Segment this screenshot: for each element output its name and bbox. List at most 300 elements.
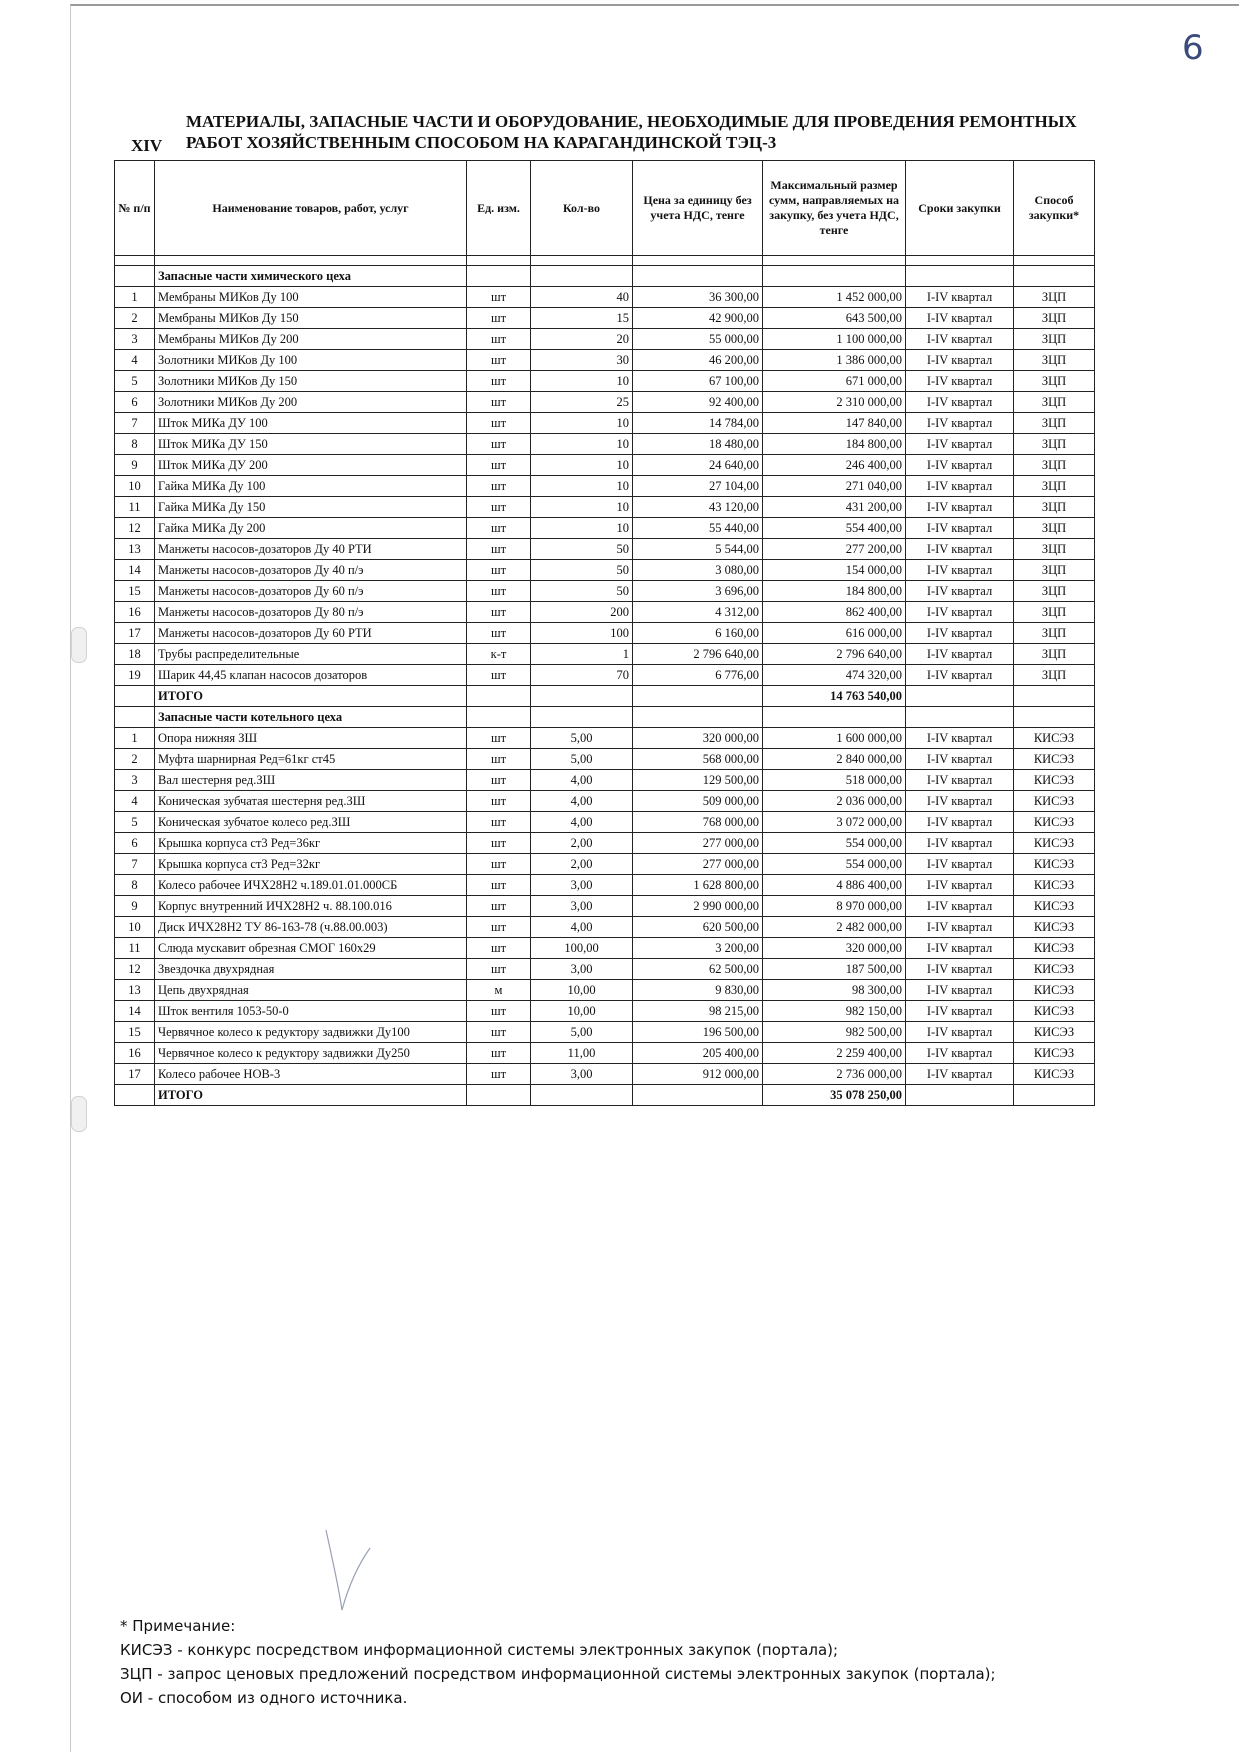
item-name: Колесо рабочее ИЧХ28Н2 ч.189.01.01.000СБ bbox=[155, 875, 467, 896]
item-name: Диск ИЧХ28Н2 ТУ 86-163-78 (ч.88.00.003) bbox=[155, 917, 467, 938]
item-max-sum: 1 452 000,00 bbox=[763, 287, 906, 308]
item-max-sum: 4 886 400,00 bbox=[763, 875, 906, 896]
section-total-row bbox=[115, 686, 1095, 707]
item-unit: шт bbox=[467, 665, 531, 686]
item-unit: шт bbox=[467, 854, 531, 875]
table-row bbox=[115, 1043, 1095, 1064]
item-term: I-IV квартал bbox=[906, 602, 1014, 623]
item-unit: шт bbox=[467, 896, 531, 917]
item-term: I-IV квартал bbox=[906, 1043, 1014, 1064]
total-sum: 35 078 250,00 bbox=[763, 1085, 906, 1106]
row-number: 3 bbox=[115, 329, 155, 350]
row-number: 6 bbox=[115, 833, 155, 854]
item-price: 277 000,00 bbox=[633, 854, 763, 875]
row-number: 2 bbox=[115, 308, 155, 329]
item-price: 42 900,00 bbox=[633, 308, 763, 329]
item-price: 320 000,00 bbox=[633, 728, 763, 749]
section-total-row bbox=[115, 1085, 1095, 1106]
item-price: 277 000,00 bbox=[633, 833, 763, 854]
item-price: 46 200,00 bbox=[633, 350, 763, 371]
section-title-row bbox=[115, 707, 1095, 728]
item-name: Манжеты насосов-дозаторов Ду 60 п/э bbox=[155, 581, 467, 602]
header-num: № п/п bbox=[115, 161, 155, 256]
table-row bbox=[115, 980, 1095, 1001]
item-price: 55 440,00 bbox=[633, 518, 763, 539]
table-cell bbox=[763, 266, 906, 287]
item-term: I-IV квартал bbox=[906, 1001, 1014, 1022]
item-price: 4 312,00 bbox=[633, 602, 763, 623]
item-unit: шт bbox=[467, 749, 531, 770]
row-number: 15 bbox=[115, 1022, 155, 1043]
table-cell bbox=[1014, 1085, 1095, 1106]
table-row bbox=[115, 518, 1095, 539]
procurement-table bbox=[114, 160, 1095, 1106]
item-max-sum: 643 500,00 bbox=[763, 308, 906, 329]
item-max-sum: 2 310 000,00 bbox=[763, 392, 906, 413]
table-row bbox=[115, 665, 1095, 686]
header-terms: Сроки закупки bbox=[906, 161, 1014, 256]
item-term: I-IV квартал bbox=[906, 1064, 1014, 1085]
item-method: КИСЭЗ bbox=[1014, 896, 1095, 917]
item-max-sum: 184 800,00 bbox=[763, 581, 906, 602]
item-term: I-IV квартал bbox=[906, 896, 1014, 917]
item-qty: 20 bbox=[531, 329, 633, 350]
item-qty: 3,00 bbox=[531, 959, 633, 980]
item-name: Крышка корпуса ст3 Ред=32кг bbox=[155, 854, 467, 875]
item-max-sum: 320 000,00 bbox=[763, 938, 906, 959]
item-max-sum: 982 500,00 bbox=[763, 1022, 906, 1043]
item-term: I-IV квартал bbox=[906, 749, 1014, 770]
footnote-line: КИСЭЗ - конкурс посредством информационной системы электронных закупок (портала); bbox=[120, 1641, 839, 1659]
item-qty: 10 bbox=[531, 455, 633, 476]
header-method: Способ закупки* bbox=[1014, 161, 1095, 256]
item-unit: шт bbox=[467, 875, 531, 896]
item-name: Гайка МИКа Ду 100 bbox=[155, 476, 467, 497]
header-qty: Кол-во bbox=[531, 161, 633, 256]
item-method: КИСЭЗ bbox=[1014, 980, 1095, 1001]
item-qty: 4,00 bbox=[531, 812, 633, 833]
item-qty: 2,00 bbox=[531, 854, 633, 875]
item-unit: шт bbox=[467, 1064, 531, 1085]
row-number: 11 bbox=[115, 497, 155, 518]
item-term: I-IV квартал bbox=[906, 980, 1014, 1001]
item-name: Золотники МИКов Ду 100 bbox=[155, 350, 467, 371]
item-method: ЗЦП bbox=[1014, 350, 1095, 371]
table-row bbox=[115, 644, 1095, 665]
row-number: 7 bbox=[115, 854, 155, 875]
item-unit: шт bbox=[467, 392, 531, 413]
item-term: I-IV квартал bbox=[906, 371, 1014, 392]
table-cell bbox=[1014, 266, 1095, 287]
item-qty: 4,00 bbox=[531, 917, 633, 938]
table-row bbox=[115, 812, 1095, 833]
row-number: 1 bbox=[115, 728, 155, 749]
table-row bbox=[115, 371, 1095, 392]
item-max-sum: 862 400,00 bbox=[763, 602, 906, 623]
item-name: Трубы распределительные bbox=[155, 644, 467, 665]
item-name: Манжеты насосов-дозаторов Ду 80 п/э bbox=[155, 602, 467, 623]
row-number: 13 bbox=[115, 980, 155, 1001]
item-price: 2 990 000,00 bbox=[633, 896, 763, 917]
item-method: ЗЦП bbox=[1014, 308, 1095, 329]
item-method: КИСЭЗ bbox=[1014, 812, 1095, 833]
item-method: КИСЭЗ bbox=[1014, 917, 1095, 938]
item-unit: шт bbox=[467, 539, 531, 560]
item-term: I-IV квартал bbox=[906, 350, 1014, 371]
item-name: Слюда мускавит обрезная СМОГ 160х29 bbox=[155, 938, 467, 959]
table-cell bbox=[467, 686, 531, 707]
item-max-sum: 554 000,00 bbox=[763, 833, 906, 854]
table-cell bbox=[115, 266, 155, 287]
item-method: ЗЦП bbox=[1014, 287, 1095, 308]
item-unit: шт bbox=[467, 287, 531, 308]
table-cell bbox=[531, 1085, 633, 1106]
row-number: 9 bbox=[115, 896, 155, 917]
item-method: КИСЭЗ bbox=[1014, 1043, 1095, 1064]
row-number: 3 bbox=[115, 770, 155, 791]
item-name: Гайка МИКа Ду 150 bbox=[155, 497, 467, 518]
row-number: 18 bbox=[115, 644, 155, 665]
row-number: 4 bbox=[115, 350, 155, 371]
item-qty: 2,00 bbox=[531, 833, 633, 854]
table-cell bbox=[115, 686, 155, 707]
table-row bbox=[115, 728, 1095, 749]
item-max-sum: 184 800,00 bbox=[763, 434, 906, 455]
item-unit: шт bbox=[467, 938, 531, 959]
row-number: 16 bbox=[115, 1043, 155, 1064]
table-cell bbox=[763, 707, 906, 728]
item-qty: 5,00 bbox=[531, 749, 633, 770]
item-qty: 3,00 bbox=[531, 896, 633, 917]
item-unit: шт bbox=[467, 791, 531, 812]
item-unit: шт bbox=[467, 476, 531, 497]
table-cell bbox=[906, 266, 1014, 287]
item-qty: 10 bbox=[531, 434, 633, 455]
item-method: КИСЭЗ bbox=[1014, 791, 1095, 812]
item-term: I-IV квартал bbox=[906, 413, 1014, 434]
row-number: 8 bbox=[115, 875, 155, 896]
item-name: Шток вентиля 1053-50-0 bbox=[155, 1001, 467, 1022]
item-name: Коническая зубчатая шестерня ред.ЗШ bbox=[155, 791, 467, 812]
item-unit: шт bbox=[467, 329, 531, 350]
section-number: XIV bbox=[131, 136, 163, 155]
title-line-1: МАТЕРИАЛЫ, ЗАПАСНЫЕ ЧАСТИ И ОБОРУДОВАНИЕ, НЕОБХОДИМЫЕ ДЛЯ ПРОВЕДЕНИЯ РЕМОНТНЫХ bbox=[186, 112, 1077, 131]
item-qty: 30 bbox=[531, 350, 633, 371]
item-name: Манжеты насосов-дозаторов Ду 40 п/э bbox=[155, 560, 467, 581]
item-name: Крышка корпуса ст3 Ред=36кг bbox=[155, 833, 467, 854]
item-term: I-IV квартал bbox=[906, 560, 1014, 581]
item-price: 27 104,00 bbox=[633, 476, 763, 497]
table-row bbox=[115, 329, 1095, 350]
item-method: ЗЦП bbox=[1014, 455, 1095, 476]
table-row bbox=[115, 959, 1095, 980]
item-max-sum: 616 000,00 bbox=[763, 623, 906, 644]
item-term: I-IV квартал bbox=[906, 875, 1014, 896]
row-number: 1 bbox=[115, 287, 155, 308]
item-name: Шарик 44,45 клапан насосов дозаторов bbox=[155, 665, 467, 686]
row-number: 14 bbox=[115, 560, 155, 581]
item-max-sum: 2 259 400,00 bbox=[763, 1043, 906, 1064]
item-qty: 15 bbox=[531, 308, 633, 329]
item-qty: 40 bbox=[531, 287, 633, 308]
table-cell bbox=[633, 266, 763, 287]
table-cell bbox=[906, 707, 1014, 728]
item-name: Звездочка двухрядная bbox=[155, 959, 467, 980]
table-cell bbox=[633, 256, 763, 266]
item-price: 205 400,00 bbox=[633, 1043, 763, 1064]
item-name: Гайка МИКа Ду 200 bbox=[155, 518, 467, 539]
row-number: 9 bbox=[115, 455, 155, 476]
table-cell bbox=[115, 707, 155, 728]
item-name: Мембраны МИКов Ду 200 bbox=[155, 329, 467, 350]
item-term: I-IV квартал bbox=[906, 434, 1014, 455]
item-method: КИСЭЗ bbox=[1014, 938, 1095, 959]
item-name: Опора нижняя ЗШ bbox=[155, 728, 467, 749]
item-unit: шт bbox=[467, 917, 531, 938]
item-qty: 10,00 bbox=[531, 1001, 633, 1022]
item-price: 9 830,00 bbox=[633, 980, 763, 1001]
item-name: Муфта шарнирная Ред=61кг ст45 bbox=[155, 749, 467, 770]
item-max-sum: 1 386 000,00 bbox=[763, 350, 906, 371]
row-number: 15 bbox=[115, 581, 155, 602]
row-number: 10 bbox=[115, 917, 155, 938]
item-price: 1 628 800,00 bbox=[633, 875, 763, 896]
item-price: 129 500,00 bbox=[633, 770, 763, 791]
header-price: Цена за единицу без учета НДС, тенге bbox=[633, 161, 763, 256]
table-row bbox=[115, 497, 1095, 518]
item-price: 912 000,00 bbox=[633, 1064, 763, 1085]
item-max-sum: 554 000,00 bbox=[763, 854, 906, 875]
item-method: ЗЦП bbox=[1014, 329, 1095, 350]
item-max-sum: 147 840,00 bbox=[763, 413, 906, 434]
table-cell bbox=[115, 256, 155, 266]
item-term: I-IV квартал bbox=[906, 455, 1014, 476]
total-label: ИТОГО bbox=[155, 1085, 467, 1106]
table-cell bbox=[906, 256, 1014, 266]
item-term: I-IV квартал bbox=[906, 812, 1014, 833]
title-line-2: РАБОТ ХОЗЯЙСТВЕННЫМ СПОСОБОМ НА КАРАГАНДИНСКОЙ ТЭЦ-3 bbox=[186, 133, 777, 152]
item-unit: шт bbox=[467, 371, 531, 392]
item-term: I-IV квартал bbox=[906, 644, 1014, 665]
item-price: 92 400,00 bbox=[633, 392, 763, 413]
item-method: КИСЭЗ bbox=[1014, 1064, 1095, 1085]
row-number: 2 bbox=[115, 749, 155, 770]
row-number: 8 bbox=[115, 434, 155, 455]
table-cell bbox=[531, 256, 633, 266]
footnote bbox=[120, 1614, 1120, 1710]
header-unit: Ед. изм. bbox=[467, 161, 531, 256]
item-qty: 1 bbox=[531, 644, 633, 665]
item-method: ЗЦП bbox=[1014, 371, 1095, 392]
item-max-sum: 431 200,00 bbox=[763, 497, 906, 518]
table-cell bbox=[633, 686, 763, 707]
item-term: I-IV квартал bbox=[906, 770, 1014, 791]
table-cell bbox=[633, 707, 763, 728]
item-term: I-IV квартал bbox=[906, 959, 1014, 980]
row-number: 7 bbox=[115, 413, 155, 434]
item-term: I-IV квартал bbox=[906, 854, 1014, 875]
item-qty: 3,00 bbox=[531, 1064, 633, 1085]
footnote-line: ЗЦП - запрос ценовых предложений посредством информационной системы электронных закупок (портала); bbox=[120, 1665, 996, 1683]
item-term: I-IV квартал bbox=[906, 308, 1014, 329]
table-row bbox=[115, 287, 1095, 308]
item-max-sum: 982 150,00 bbox=[763, 1001, 906, 1022]
table-row bbox=[115, 602, 1095, 623]
item-name: Золотники МИКов Ду 150 bbox=[155, 371, 467, 392]
row-number: 16 bbox=[115, 602, 155, 623]
item-price: 55 000,00 bbox=[633, 329, 763, 350]
item-unit: шт bbox=[467, 812, 531, 833]
item-price: 3 200,00 bbox=[633, 938, 763, 959]
item-max-sum: 246 400,00 bbox=[763, 455, 906, 476]
item-unit: шт bbox=[467, 413, 531, 434]
table-row bbox=[115, 1001, 1095, 1022]
item-name: Манжеты насосов-дозаторов Ду 40 РТИ bbox=[155, 539, 467, 560]
item-unit: шт bbox=[467, 581, 531, 602]
item-qty: 100,00 bbox=[531, 938, 633, 959]
item-term: I-IV квартал bbox=[906, 581, 1014, 602]
table-row bbox=[115, 413, 1095, 434]
item-qty: 25 bbox=[531, 392, 633, 413]
item-term: I-IV квартал bbox=[906, 917, 1014, 938]
item-price: 6 776,00 bbox=[633, 665, 763, 686]
item-name: Корпус внутренний ИЧХ28Н2 ч. 88.100.016 bbox=[155, 896, 467, 917]
item-name: Колесо рабочее НОВ-3 bbox=[155, 1064, 467, 1085]
table-row bbox=[115, 560, 1095, 581]
item-unit: шт bbox=[467, 833, 531, 854]
item-qty: 10 bbox=[531, 413, 633, 434]
item-method: ЗЦП bbox=[1014, 560, 1095, 581]
item-method: КИСЭЗ bbox=[1014, 1022, 1095, 1043]
item-method: КИСЭЗ bbox=[1014, 770, 1095, 791]
table-row bbox=[115, 476, 1095, 497]
item-method: ЗЦП bbox=[1014, 665, 1095, 686]
table-row bbox=[115, 896, 1095, 917]
item-price: 620 500,00 bbox=[633, 917, 763, 938]
item-max-sum: 277 200,00 bbox=[763, 539, 906, 560]
table-row bbox=[115, 581, 1095, 602]
item-name: Вал шестерня ред.ЗШ bbox=[155, 770, 467, 791]
row-number: 5 bbox=[115, 812, 155, 833]
item-max-sum: 474 320,00 bbox=[763, 665, 906, 686]
table-header-row bbox=[115, 161, 1095, 256]
table-row bbox=[115, 833, 1095, 854]
table-cell bbox=[1014, 686, 1095, 707]
table-body bbox=[115, 256, 1095, 1106]
item-price: 6 160,00 bbox=[633, 623, 763, 644]
spacer-row bbox=[115, 256, 1095, 266]
item-term: I-IV квартал bbox=[906, 728, 1014, 749]
item-unit: шт bbox=[467, 560, 531, 581]
pen-mark-icon bbox=[318, 1528, 378, 1618]
item-max-sum: 1 600 000,00 bbox=[763, 728, 906, 749]
item-price: 768 000,00 bbox=[633, 812, 763, 833]
table-cell bbox=[906, 1085, 1014, 1106]
item-term: I-IV квартал bbox=[906, 539, 1014, 560]
section-title: Запасные части котельного цеха bbox=[155, 707, 467, 728]
item-price: 43 120,00 bbox=[633, 497, 763, 518]
item-method: ЗЦП bbox=[1014, 518, 1095, 539]
item-qty: 5,00 bbox=[531, 728, 633, 749]
table-row bbox=[115, 749, 1095, 770]
item-term: I-IV квартал bbox=[906, 1022, 1014, 1043]
table-row bbox=[115, 455, 1095, 476]
item-max-sum: 154 000,00 bbox=[763, 560, 906, 581]
item-method: КИСЭЗ bbox=[1014, 1001, 1095, 1022]
item-term: I-IV квартал bbox=[906, 476, 1014, 497]
row-number: 12 bbox=[115, 959, 155, 980]
item-max-sum: 271 040,00 bbox=[763, 476, 906, 497]
item-method: ЗЦП bbox=[1014, 644, 1095, 665]
document-title bbox=[186, 111, 1086, 153]
item-qty: 5,00 bbox=[531, 1022, 633, 1043]
item-price: 98 215,00 bbox=[633, 1001, 763, 1022]
item-qty: 50 bbox=[531, 560, 633, 581]
item-term: I-IV квартал bbox=[906, 623, 1014, 644]
item-unit: шт bbox=[467, 350, 531, 371]
item-qty: 10 bbox=[531, 371, 633, 392]
item-method: КИСЭЗ bbox=[1014, 959, 1095, 980]
handwritten-page-number: 6 bbox=[1182, 28, 1204, 68]
item-name: Цепь двухрядная bbox=[155, 980, 467, 1001]
table-cell bbox=[467, 1085, 531, 1106]
table-cell bbox=[633, 1085, 763, 1106]
item-method: ЗЦП bbox=[1014, 434, 1095, 455]
row-number: 11 bbox=[115, 938, 155, 959]
table-row bbox=[115, 770, 1095, 791]
row-number: 4 bbox=[115, 791, 155, 812]
item-price: 36 300,00 bbox=[633, 287, 763, 308]
table-row bbox=[115, 1064, 1095, 1085]
item-term: I-IV квартал bbox=[906, 833, 1014, 854]
section-title: Запасные части химического цеха bbox=[155, 266, 467, 287]
item-unit: к-т bbox=[467, 644, 531, 665]
item-max-sum: 518 000,00 bbox=[763, 770, 906, 791]
table-row bbox=[115, 854, 1095, 875]
item-unit: м bbox=[467, 980, 531, 1001]
table-row bbox=[115, 938, 1095, 959]
table-cell bbox=[467, 266, 531, 287]
item-name: Червячное колесо к редуктору задвижки Ду100 bbox=[155, 1022, 467, 1043]
item-term: I-IV квартал bbox=[906, 497, 1014, 518]
item-max-sum: 98 300,00 bbox=[763, 980, 906, 1001]
item-price: 196 500,00 bbox=[633, 1022, 763, 1043]
table-cell bbox=[531, 686, 633, 707]
item-qty: 10 bbox=[531, 497, 633, 518]
item-method: ЗЦП bbox=[1014, 413, 1095, 434]
table-row bbox=[115, 392, 1095, 413]
item-qty: 50 bbox=[531, 581, 633, 602]
table-cell bbox=[531, 266, 633, 287]
row-number: 10 bbox=[115, 476, 155, 497]
item-method: КИСЭЗ bbox=[1014, 833, 1095, 854]
table-cell bbox=[467, 256, 531, 266]
item-unit: шт bbox=[467, 602, 531, 623]
item-qty: 10,00 bbox=[531, 980, 633, 1001]
item-method: ЗЦП bbox=[1014, 581, 1095, 602]
item-method: ЗЦП bbox=[1014, 476, 1095, 497]
table-row bbox=[115, 434, 1095, 455]
item-price: 18 480,00 bbox=[633, 434, 763, 455]
item-term: I-IV квартал bbox=[906, 938, 1014, 959]
item-method: КИСЭЗ bbox=[1014, 749, 1095, 770]
table-cell bbox=[763, 256, 906, 266]
item-term: I-IV квартал bbox=[906, 329, 1014, 350]
item-method: ЗЦП bbox=[1014, 497, 1095, 518]
item-unit: шт bbox=[467, 518, 531, 539]
item-qty: 4,00 bbox=[531, 791, 633, 812]
footnote-line: ОИ - способом из одного источника. bbox=[120, 1689, 408, 1707]
